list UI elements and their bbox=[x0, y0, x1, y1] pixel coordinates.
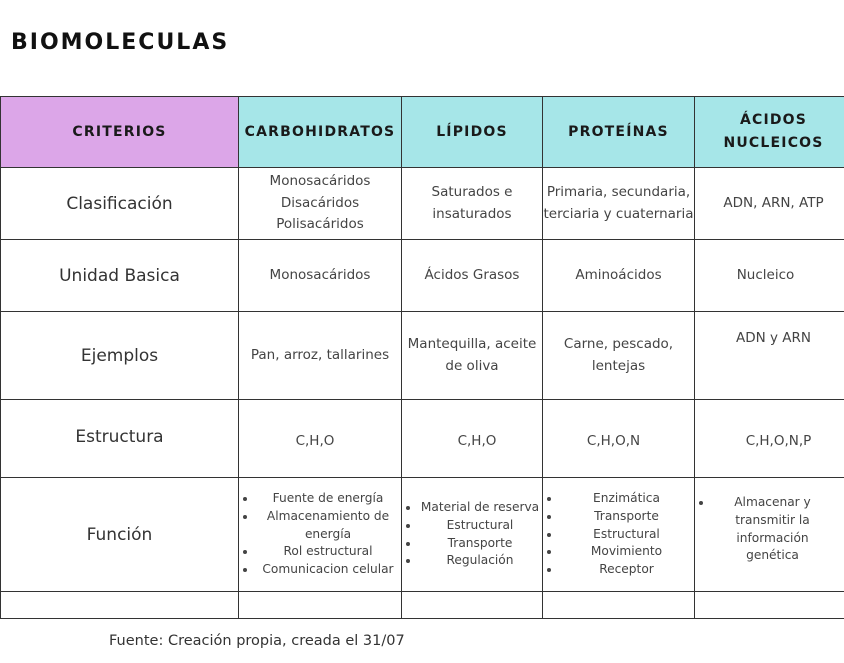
list-item: • Fuente de energía bbox=[257, 490, 399, 508]
table-row bbox=[1, 478, 844, 592]
footer-source: Fuente: Creación propia, creada el 31/07 bbox=[109, 633, 405, 649]
list-lipidos-funcion bbox=[402, 499, 542, 570]
list-item: • Transporte bbox=[420, 535, 540, 553]
cell-lipidos-clasificacion: Saturados e insaturados bbox=[402, 168, 543, 240]
cell-carbohidratos-ejemplos: Pan, arroz, tallarines bbox=[239, 312, 402, 400]
cell-proteinas-ejemplos: Carne, pescado, lentejas bbox=[543, 312, 695, 400]
list-acidos-funcion bbox=[695, 494, 844, 565]
criterio-estructura: Estructura bbox=[1, 400, 239, 478]
list-carbohidratos-funcion bbox=[239, 490, 401, 579]
list-item: • Comunicacion celular bbox=[257, 561, 399, 579]
cell-acidos-ejemplos: ADN y ARN bbox=[695, 312, 844, 400]
empty-cell bbox=[239, 592, 402, 619]
header-acidos-nucleicos: ÁCIDOS NUCLEICOS bbox=[695, 97, 844, 168]
criterio-ejemplos: Ejemplos bbox=[1, 312, 239, 400]
cell-carbohidratos-clasificacion: Monosacáridos Disacáridos Polisacáridos bbox=[239, 168, 402, 240]
header-carbohidratos: CARBOHIDRATOS bbox=[239, 97, 402, 168]
list-item: • Movimiento bbox=[561, 543, 692, 561]
empty-row bbox=[1, 592, 844, 619]
cell-proteinas-clasificacion: Primaria, secundaria, terciaria y cuaternaria bbox=[543, 168, 695, 240]
criterio-unidad-basica: Unidad Basica bbox=[1, 240, 239, 312]
cell-lipidos-funcion bbox=[402, 478, 543, 592]
table-row bbox=[1, 400, 844, 478]
cell-proteinas-funcion bbox=[543, 478, 695, 592]
empty-cell bbox=[695, 592, 844, 619]
cell-lipidos-ejemplos: Mantequilla, aceite de oliva bbox=[402, 312, 543, 400]
cell-carbohidratos-unidad: Monosacáridos bbox=[239, 240, 402, 312]
page-title: BIOMOLECULAS bbox=[11, 30, 230, 55]
list-proteinas-funcion bbox=[543, 490, 694, 579]
cell-proteinas-unidad: Aminoácidos bbox=[543, 240, 695, 312]
header-proteinas: PROTEÍNAS bbox=[543, 97, 695, 168]
table-row bbox=[1, 312, 844, 400]
cell-lipidos-unidad: Ácidos Grasos bbox=[402, 240, 543, 312]
empty-cell bbox=[1, 592, 239, 619]
list-item: • Receptor bbox=[561, 561, 692, 579]
cell-acidos-estructura: C,H,O,N,P bbox=[695, 400, 844, 478]
list-item: • Estructural bbox=[561, 526, 692, 544]
empty-cell bbox=[543, 592, 695, 619]
header-row bbox=[1, 97, 844, 168]
cell-carbohidratos-funcion bbox=[239, 478, 402, 592]
cell-acidos-clasificacion: ADN, ARN, ATP bbox=[695, 168, 844, 240]
table-row bbox=[1, 168, 844, 240]
criterio-clasificacion: Clasificación bbox=[1, 168, 239, 240]
cell-acidos-unidad: Nucleico bbox=[695, 240, 844, 312]
list-item: • Estructural bbox=[420, 517, 540, 535]
list-item: • Material de reserva bbox=[420, 499, 540, 517]
list-item: • Almacenar y transmitir la información genética bbox=[713, 494, 832, 565]
empty-cell bbox=[402, 592, 543, 619]
cell-proteinas-estructura: C,H,O,N bbox=[543, 400, 695, 478]
criterio-funcion: Función bbox=[1, 478, 239, 592]
header-criterios: CRITERIOS bbox=[1, 97, 239, 168]
cell-acidos-funcion bbox=[695, 478, 844, 592]
table-row bbox=[1, 240, 844, 312]
biomoleculas-table bbox=[0, 96, 844, 619]
cell-carbohidratos-estructura: C,H,O bbox=[239, 400, 402, 478]
header-lipidos: LÍPIDOS bbox=[402, 97, 543, 168]
list-item: • Rol estructural bbox=[257, 543, 399, 561]
list-item: • Transporte bbox=[561, 508, 692, 526]
list-item: • Almacenamiento de energía bbox=[257, 508, 399, 544]
cell-lipidos-estructura: C,H,O bbox=[402, 400, 543, 478]
list-item: • Enzimática bbox=[561, 490, 692, 508]
list-item: • Regulación bbox=[420, 552, 540, 570]
